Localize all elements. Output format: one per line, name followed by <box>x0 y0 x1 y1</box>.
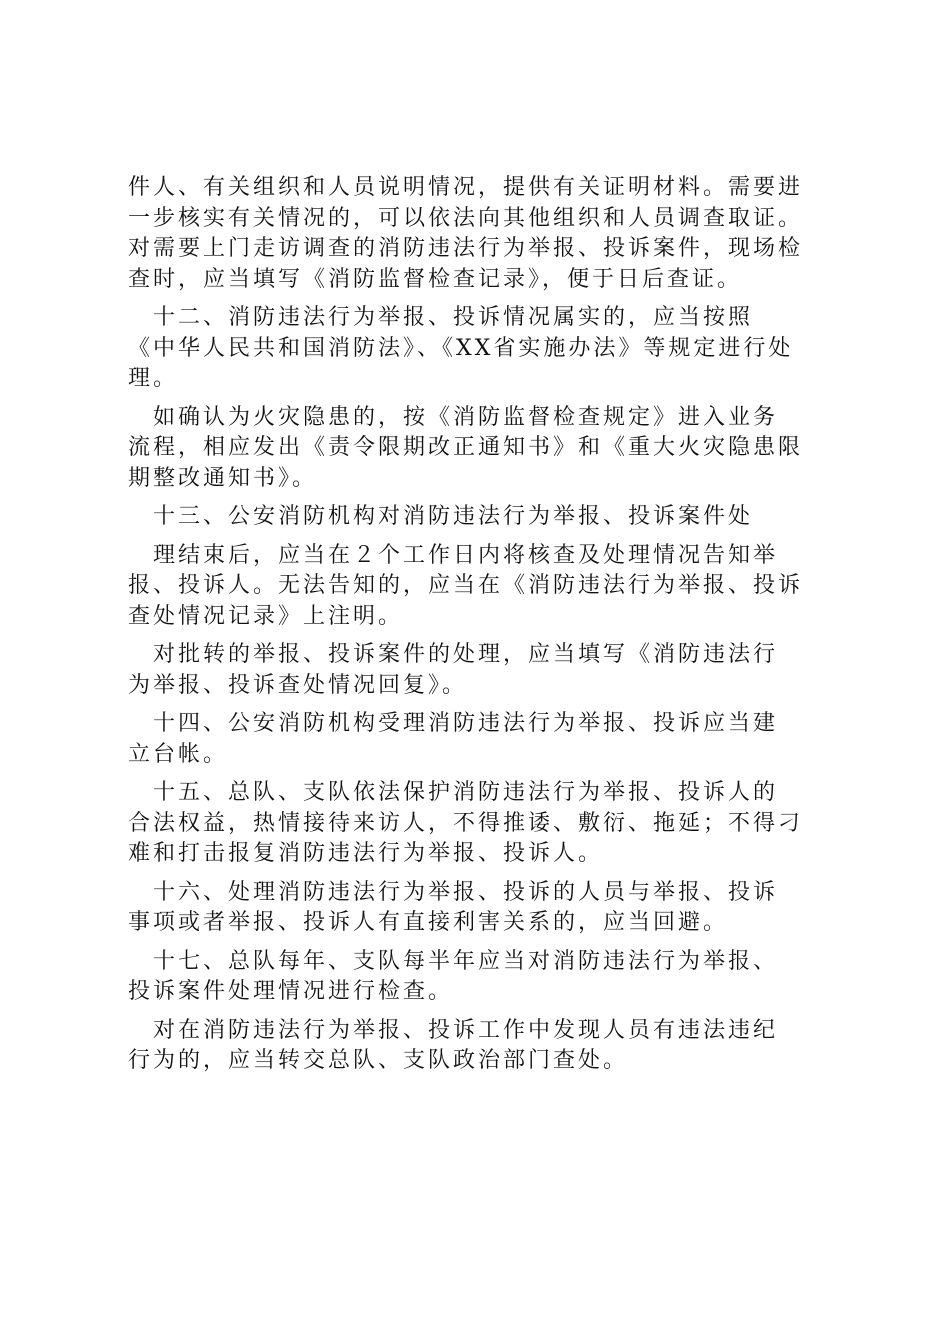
text-line: 为举报、投诉查处情况回复》。 <box>128 672 468 698</box>
paragraph-gap <box>128 701 834 709</box>
text-line: 合法权益，热情接待来访人，不得推诿、敷衍、拖延；不得刁 <box>128 810 804 836</box>
text-line: 对需要上门走访调查的消防违法行为举报、投诉案件，现场检 <box>128 236 804 261</box>
paragraph-gap <box>128 395 834 403</box>
text-line: 期整改通知书》。 <box>128 465 318 491</box>
text-line: 对在消防违法行为举报、投诉工作中发现人员有违法违纪 <box>128 1017 779 1043</box>
text-line: 如确认为火灾隐患的，按《消防监督检查规定》进入业务 <box>128 404 779 430</box>
paragraph-gap <box>128 1008 834 1016</box>
text-line: 难和打击报复消防违法行为举报、投诉人。 <box>128 841 604 866</box>
text-line: 十五、总队、支队依法保护消防违法行为举报、投诉人的 <box>128 780 779 805</box>
text-line: 立台帐。 <box>128 741 229 767</box>
paragraph-gap <box>128 632 834 640</box>
paragraph-gap <box>128 939 834 947</box>
text-line: 报、投诉人。无法告知的，应当在《消防违法行为举报、投诉 <box>128 573 804 598</box>
text-line: 十二、消防违法行为举报、投诉情况属实的，应当按照 <box>128 305 754 330</box>
text-line: 理。 <box>128 366 179 391</box>
text-line: 十四、公安消防机构受理消防违法行为举报、投诉应当建 <box>128 711 779 736</box>
document-body <box>128 173 834 1077</box>
text-line: 一步核实有关情况的，可以依法向其他组织和人员调查取证。 <box>128 205 804 231</box>
text-line: 件人、有关组织和人员说明情况，提供有关证明材料。需要进 <box>128 175 804 200</box>
text-line: 行为的，应当转交总队、支队政治部门查处。 <box>128 1048 629 1073</box>
text-line: 十六、处理消防违法行为举报、投诉的人员与举报、投诉 <box>128 879 779 905</box>
text-line: 《中华人民共和国消防法》、《XX省实施办法》等规定进行处 <box>128 335 794 361</box>
paragraph-gap <box>128 295 834 303</box>
text-line: 十三、公安消防机构对消防违法行为举报、投诉案件处 <box>128 504 754 529</box>
text-line: 对批转的举报、投诉案件的处理，应当填写《消防违法行 <box>128 642 779 667</box>
paragraph-gap <box>128 533 834 541</box>
paragraph-gap <box>128 870 834 878</box>
paragraph-gap <box>128 494 834 502</box>
text-line: 事项或者举报、投诉人有直接利害关系的，应当回避。 <box>128 910 729 935</box>
text-line: 投诉案件处理情况进行检查。 <box>128 979 454 1004</box>
text-line: 查处情况记录》上注明。 <box>128 603 404 629</box>
text-line: 十七、总队每年、支队每半年应当对消防违法行为举报、 <box>128 948 779 974</box>
paragraph-gap <box>128 770 834 778</box>
text-line: 流程，相应发出《责令限期改正通知书》和《重大火灾隐患限 <box>128 435 804 460</box>
text-line: 查时，应当填写《消防监督检查记录》，便于日后查证。 <box>128 266 743 292</box>
text-line: 理结束后，应当在２个工作日内将核查及处理情况告知举 <box>128 542 779 568</box>
